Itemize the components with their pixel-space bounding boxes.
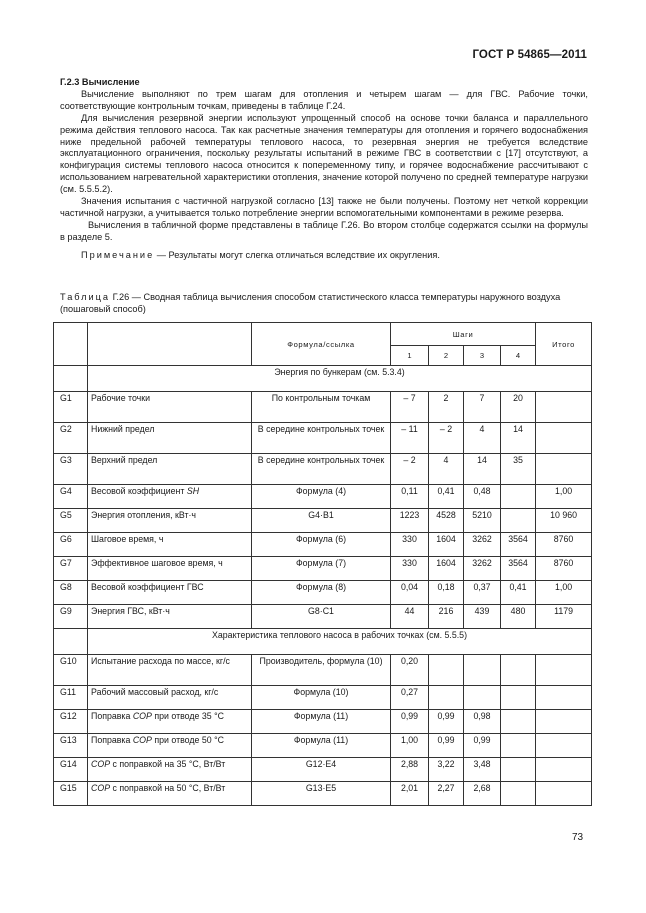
paragraph: Для вычисления резервной энергии используют упрощенный способ на основе точки баланса и параллельного режима действия теплового насоса. Так как расчетные значения температуры для отопления и горячего водоснабжения ниже предельной рабочей температуры теплового насоса, то резервная энергия не требуется вследствие эксплуатационного ограничения, поскольку результаты испытаний в режиме ГВС в соответствии с [17] отсутствуют, а конфигурация системы теплового насоса относится к попеременному типу, и горячее водоснабжение рассчитывают с использованием нагревательной характеристики отопления, значение которой получено по средней температуре нагрузки (см. 5.5.5.2). — [60, 112, 588, 195]
row-name — [88, 557, 252, 581]
row-step-1: 1,00 — [391, 734, 429, 758]
row-step-4: 480 — [501, 605, 536, 629]
row-code: G6 — [54, 533, 88, 557]
row-step-3: 0,98 — [464, 710, 501, 734]
row-name-text: Поправка — [91, 711, 133, 721]
row-formula: Формула (11) — [252, 710, 391, 734]
row-step-3: 3262 — [464, 557, 501, 581]
row-name-text: с поправкой на 50 °С, Вт/Вт — [110, 783, 226, 793]
row-step-2: 3,22 — [429, 758, 464, 782]
row-total: 1,00 — [536, 581, 592, 605]
row-name-text: Эффективное шаговое время, ч — [91, 558, 223, 568]
table-row — [54, 533, 592, 557]
table-body — [54, 366, 592, 806]
row-formula: G8·C1 — [252, 605, 391, 629]
note — [60, 250, 588, 262]
row-step-1: – 2 — [391, 454, 429, 485]
header-steps: Шаги — [391, 323, 536, 346]
row-total — [536, 734, 592, 758]
row-formula: Формула (8) — [252, 581, 391, 605]
row-step-1: – 11 — [391, 423, 429, 454]
header-empty — [54, 323, 88, 366]
row-name — [88, 734, 252, 758]
row-formula: По контрольным точкам — [252, 392, 391, 423]
section-title: Характеристика теплового насоса в рабочих точках (см. 5.5.5) — [88, 629, 592, 655]
table-caption-text: Г.26 — Сводная таблица вычисления способом статистического класса температуры наружного воздуха (пошаговый способ) — [60, 292, 561, 314]
row-step-1: 330 — [391, 557, 429, 581]
row-step-2 — [429, 655, 464, 686]
row-total — [536, 655, 592, 686]
table-row — [54, 423, 592, 454]
row-code: G14 — [54, 758, 88, 782]
row-step-4 — [501, 686, 536, 710]
row-name — [88, 605, 252, 629]
row-formula: В середине контрольных точек — [252, 454, 391, 485]
section-row — [54, 366, 592, 392]
row-name — [88, 533, 252, 557]
row-step-4 — [501, 509, 536, 533]
row-formula: Формула (7) — [252, 557, 391, 581]
row-total — [536, 392, 592, 423]
row-step-3: 2,68 — [464, 782, 501, 806]
row-step-3: 3,48 — [464, 758, 501, 782]
row-step-3: 439 — [464, 605, 501, 629]
row-step-1: 1223 — [391, 509, 429, 533]
row-code: G3 — [54, 454, 88, 485]
table-row — [54, 485, 592, 509]
paragraph: Вычисление выполняют по трем шагам для отопления и четырем шагам — для ГВС. Рабочие точки, соответствующие контрольным точкам, приведены в таблице Г.24. — [60, 88, 588, 111]
row-step-4 — [501, 710, 536, 734]
table-caption — [60, 292, 588, 316]
section-empty-cell — [54, 366, 88, 392]
row-total: 8760 — [536, 533, 592, 557]
row-step-2: 4528 — [429, 509, 464, 533]
row-name-italic: COP — [91, 783, 111, 793]
table-row — [54, 454, 592, 485]
row-formula: Производитель, формула (10) — [252, 655, 391, 686]
section-empty-cell — [54, 629, 88, 655]
row-total — [536, 686, 592, 710]
row-name — [88, 454, 252, 485]
row-name — [88, 423, 252, 454]
row-step-4: 20 — [501, 392, 536, 423]
row-step-2: – 2 — [429, 423, 464, 454]
row-name-text: Верхний предел — [91, 455, 158, 465]
row-name — [88, 485, 252, 509]
table-row — [54, 710, 592, 734]
header-empty — [88, 323, 252, 366]
row-step-3: 4 — [464, 423, 501, 454]
paragraph: Значения испытания с частичной нагрузкой согласно [13] также не были получены. Поэтому нет четкой коррекции частичной нагрузки, а учитывается только потребление энергии вспомогательными компонентами в режиме резерва. — [60, 196, 588, 218]
row-step-1: 2,88 — [391, 758, 429, 782]
row-code: G10 — [54, 655, 88, 686]
row-name — [88, 655, 252, 686]
row-total: 1179 — [536, 605, 592, 629]
row-formula: В середине контрольных точек — [252, 423, 391, 454]
row-step-3: 3262 — [464, 533, 501, 557]
table-row — [54, 758, 592, 782]
row-name-text: Энергия ГВС, кВт·ч — [91, 606, 170, 616]
row-name-text: Энергия отопления, кВт·ч — [91, 510, 196, 520]
table-row — [54, 557, 592, 581]
row-step-2: 0,99 — [429, 734, 464, 758]
row-name-text: Нижний предел — [91, 424, 155, 434]
row-step-2: 0,18 — [429, 581, 464, 605]
row-name-text: при отводе 50 °С — [151, 735, 224, 745]
table-row — [54, 392, 592, 423]
row-name — [88, 782, 252, 806]
section-title: Энергия по бункерам (см. 5.3.4) — [88, 366, 592, 392]
row-name-italic: COP — [132, 711, 152, 721]
row-total — [536, 423, 592, 454]
row-name-text: Поправка — [91, 735, 133, 745]
row-step-4: 35 — [501, 454, 536, 485]
row-step-3: 0,37 — [464, 581, 501, 605]
row-formula: G12·E4 — [252, 758, 391, 782]
row-name-text: Рабочий массовый расход, кг/с — [91, 687, 219, 697]
row-total: 10 960 — [536, 509, 592, 533]
row-step-2 — [429, 686, 464, 710]
header-step-4: 4 — [501, 346, 536, 366]
row-step-2: 4 — [429, 454, 464, 485]
row-name-italic: COP — [91, 759, 111, 769]
row-step-4 — [501, 655, 536, 686]
row-code: G11 — [54, 686, 88, 710]
row-name — [88, 509, 252, 533]
section-row — [54, 629, 592, 655]
row-step-2: 2 — [429, 392, 464, 423]
row-name-italic: COP — [132, 735, 152, 745]
row-total: 8760 — [536, 557, 592, 581]
row-step-1: 0,11 — [391, 485, 429, 509]
header-total: Итого — [536, 323, 592, 366]
row-formula: Формула (10) — [252, 686, 391, 710]
row-step-3: 14 — [464, 454, 501, 485]
page-number: 73 — [572, 832, 584, 843]
row-name-text: Испытание расхода по массе, кг/с — [91, 656, 230, 666]
row-name — [88, 581, 252, 605]
row-step-2: 1604 — [429, 533, 464, 557]
row-formula: Формула (6) — [252, 533, 391, 557]
row-step-2: 0,99 — [429, 710, 464, 734]
row-step-3: 0,48 — [464, 485, 501, 509]
row-step-3: 5210 — [464, 509, 501, 533]
note-text: — Результаты могут слегка отличаться вследствие их округления. — [154, 249, 440, 260]
row-name-italic: SH — [186, 486, 200, 496]
row-name-text: при отводе 35 °С — [151, 711, 224, 721]
row-code: G8 — [54, 581, 88, 605]
header-step-1: 1 — [391, 346, 429, 366]
table-row — [54, 686, 592, 710]
row-total: 1,00 — [536, 485, 592, 509]
row-code: G15 — [54, 782, 88, 806]
paragraph: Вычисления в табличной форме представлены в таблице Г.26. Во втором столбце содержатся ссылки на формулы в разделе 5. — [60, 219, 588, 242]
row-step-1: – 7 — [391, 392, 429, 423]
row-step-1: 330 — [391, 533, 429, 557]
row-total — [536, 782, 592, 806]
row-step-1: 0,20 — [391, 655, 429, 686]
row-code: G5 — [54, 509, 88, 533]
table-caption-label: Таблица — [60, 292, 111, 302]
row-step-2: 1604 — [429, 557, 464, 581]
section-body — [60, 77, 588, 262]
row-name-text: Шаговое время, ч — [91, 534, 164, 544]
row-step-1: 2,01 — [391, 782, 429, 806]
row-step-3 — [464, 655, 501, 686]
row-step-4: 14 — [501, 423, 536, 454]
row-name-text: Рабочие точки — [91, 393, 151, 403]
table-row — [54, 655, 592, 686]
row-step-1: 0,99 — [391, 710, 429, 734]
section-heading: Г.2.3 Вычисление — [60, 77, 140, 87]
table-row — [54, 782, 592, 806]
row-formula: G13·E5 — [252, 782, 391, 806]
row-code: G4 — [54, 485, 88, 509]
row-total — [536, 454, 592, 485]
row-step-4 — [501, 758, 536, 782]
row-name-text: с поправкой на 35 °С, Вт/Вт — [110, 759, 226, 769]
row-step-4 — [501, 485, 536, 509]
row-step-4 — [501, 782, 536, 806]
table-row — [54, 605, 592, 629]
row-step-2: 216 — [429, 605, 464, 629]
header-formula: Формула/ссылка — [252, 323, 391, 366]
row-formula: Формула (4) — [252, 485, 391, 509]
row-code: G13 — [54, 734, 88, 758]
row-formula: Формула (11) — [252, 734, 391, 758]
row-step-3: 0,99 — [464, 734, 501, 758]
row-code: G9 — [54, 605, 88, 629]
row-name-text: Весовой коэффициент ГВС — [91, 582, 204, 592]
header-step-2: 2 — [429, 346, 464, 366]
row-step-3 — [464, 686, 501, 710]
row-total — [536, 710, 592, 734]
row-step-1: 0,04 — [391, 581, 429, 605]
row-total — [536, 758, 592, 782]
row-step-4 — [501, 734, 536, 758]
row-step-2: 0,41 — [429, 485, 464, 509]
table-row — [54, 509, 592, 533]
row-formula: G4·B1 — [252, 509, 391, 533]
summary-table — [53, 322, 592, 806]
table-row — [54, 734, 592, 758]
row-code: G2 — [54, 423, 88, 454]
row-name — [88, 710, 252, 734]
row-name — [88, 686, 252, 710]
row-step-4: 3564 — [501, 557, 536, 581]
row-name-text: Весовой коэффициент — [91, 486, 187, 496]
note-label: Примечание — [81, 249, 155, 260]
row-step-3: 7 — [464, 392, 501, 423]
header-step-3: 3 — [464, 346, 501, 366]
document-header: ГОСТ Р 54865—2011 — [472, 49, 587, 61]
row-step-4: 0,41 — [501, 581, 536, 605]
row-name — [88, 758, 252, 782]
row-step-1: 0,27 — [391, 686, 429, 710]
row-step-4: 3564 — [501, 533, 536, 557]
row-code: G1 — [54, 392, 88, 423]
row-step-1: 44 — [391, 605, 429, 629]
row-code: G7 — [54, 557, 88, 581]
row-code: G12 — [54, 710, 88, 734]
table-row — [54, 581, 592, 605]
row-step-2: 2,27 — [429, 782, 464, 806]
row-name — [88, 392, 252, 423]
